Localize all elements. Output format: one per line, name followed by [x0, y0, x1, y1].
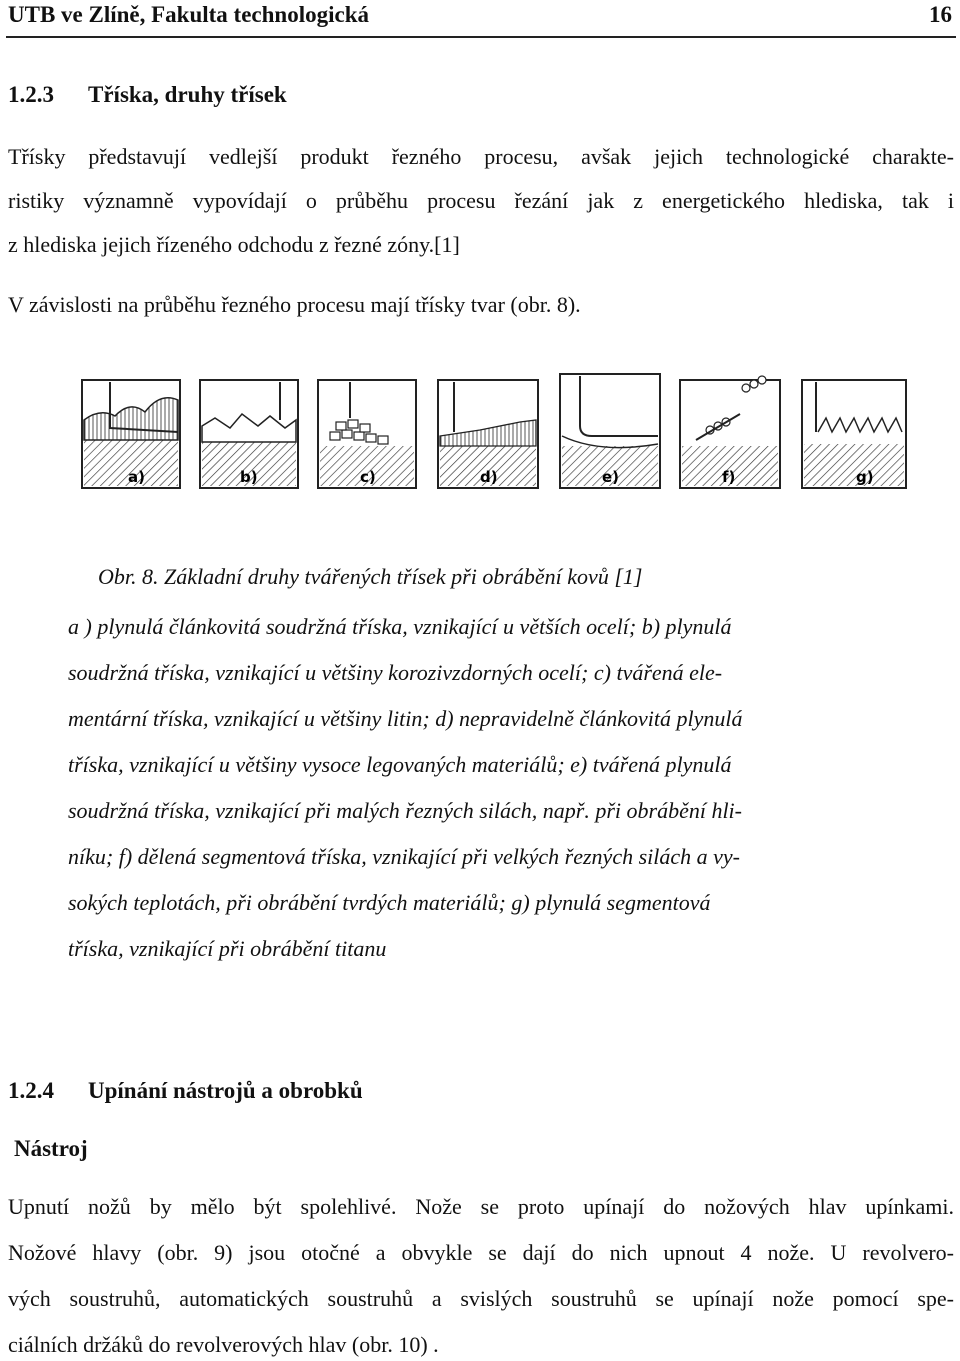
chip-label-a: a) [128, 468, 145, 486]
chip-label-b: b) [240, 468, 258, 486]
section-number: 1.2.4 [8, 1078, 54, 1103]
section-heading-1-2-3 [8, 82, 287, 108]
header-title: UTB ve Zlíně, Fakulta technologická [8, 2, 369, 27]
subsection-heading: Nástroj [14, 1136, 88, 1161]
chip-panel-d [438, 380, 538, 488]
section-title: Upínání nástrojů a obrobků [88, 1078, 363, 1103]
caption-line: níku; f) dělená segmentová tříska, vznikající při velkých řezných silách a vy- [68, 844, 740, 869]
header-rule [6, 36, 956, 38]
chip-types-illustration [80, 370, 910, 492]
page-number: 16 [929, 2, 952, 27]
paragraph-line: Třísky představují vedlejší produkt řezného procesu, avšak jejich technologické charakte- [8, 144, 954, 169]
caption-line: tříska, vznikající při obrábění titanu [68, 936, 387, 961]
caption-line: a ) plynulá článkovitá soudržná tříska, vznikající u větších ocelí; b) plynulá [68, 614, 732, 639]
figure-caption-title: Obr. 8. Základní druhy tvářených třísek při obrábění kovů [1] [98, 564, 643, 589]
chip-label-g: g) [856, 468, 874, 486]
chip-panel-c [318, 380, 416, 488]
chip-label-c: c) [360, 468, 376, 486]
paragraph-line: vých soustruhů, automatických soustruhů a svislých soustruhů se upínají nože pomocí spe- [8, 1286, 954, 1311]
caption-line: sokých teplotách, při obrábění tvrdých materiálů; g) plynulá segmentová [68, 890, 711, 915]
chip-label-e: e) [602, 468, 620, 486]
paragraph-line: Nožové hlavy (obr. 9) jsou otočné a obvykle se dají do nich upnout 4 nože. U revolvero- [8, 1240, 954, 1265]
figure-chip-types [80, 370, 910, 492]
chip-panel-f [680, 376, 780, 488]
paragraph-line: ciálních držáků do revolverových hlav (obr. 10) . [8, 1332, 439, 1357]
paragraph-line: ristiky významně vypovídají o průběhu procesu řezání jak z energetického hlediska, tak i [8, 188, 954, 213]
caption-line: mentární tříska, vznikající u většiny litin; d) nepravidelně článkovitá plynulá [68, 706, 743, 731]
chip-panel-b [200, 380, 298, 488]
chip-label-d: d) [480, 468, 498, 486]
caption-line: soudržná tříska, vznikající při malých řezných silách, např. při obrábění hli- [68, 798, 742, 823]
section-heading-1-2-4 [8, 1078, 363, 1104]
paragraph-figure-ref: V závislosti na průběhu řezného procesu mají třísky tvar (obr. 8). [8, 292, 581, 317]
paragraph-line: Upnutí nožů by mělo být spolehlivé. Nože se proto upínají do nožových hlav upínkami. [8, 1194, 954, 1219]
caption-line: soudržná tříska, vznikající u většiny korozivzdorných ocelí; c) tvářená ele- [68, 660, 723, 685]
section-title: Tříska, druhy třísek [88, 82, 287, 107]
section-number: 1.2.3 [8, 82, 54, 107]
chip-panel-e [560, 374, 660, 488]
paragraph-line: z hlediska jejich řízeného odchodu z řezné zóny.[1] [8, 232, 460, 257]
caption-line: tříska, vznikající u většiny vysoce legovaných materiálů; e) tvářená plynulá [68, 752, 732, 777]
chip-panel-a [82, 380, 180, 488]
chip-label-f: f) [722, 468, 736, 486]
page-header [8, 2, 954, 28]
chip-panel-g [802, 380, 906, 488]
